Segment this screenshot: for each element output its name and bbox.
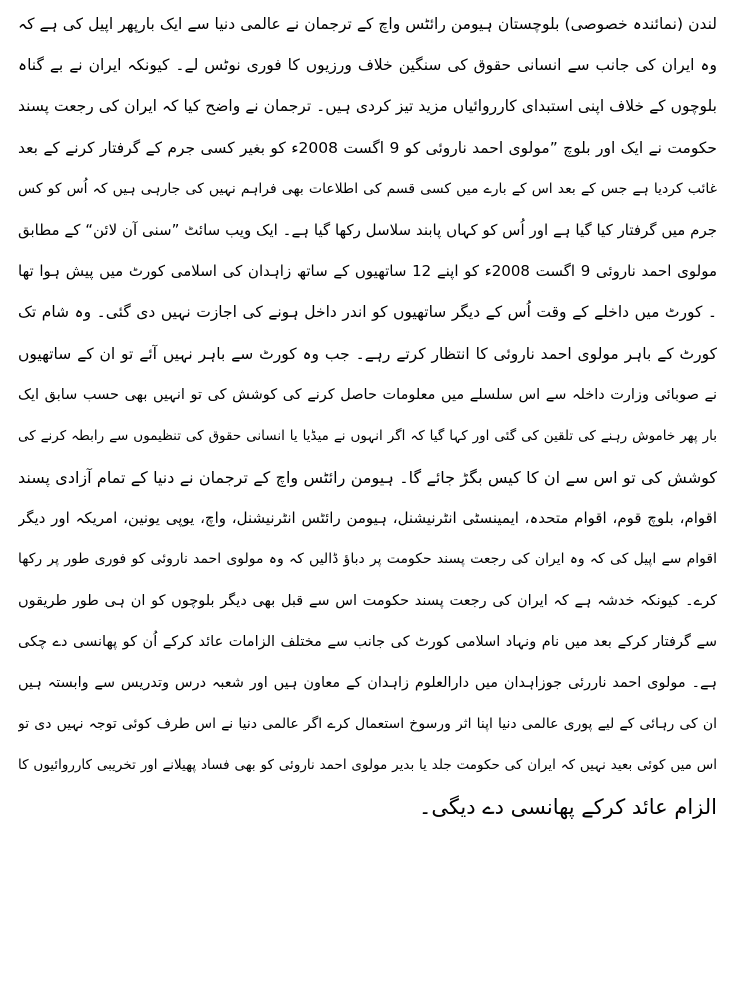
article-line: اقوام، بلوچ قوم، اقوام متحدہ، ایمینسٹی انٹرنیشنل، ہیومن رائٹس انٹرنیشنل، واچ، یوپی یونین، امریکہ اور دیگر: [18, 509, 717, 528]
article-line: ان کی رہائی کے لیے پوری عالمی دنیا اپنا اثر ورسوخ استعمال کرے اگر عالمی دنیا نے اس طرف کوئی توجہ نہیں دی تو: [18, 716, 717, 733]
article-line: اس میں کوئی بعید نہیں کہ ایران کی حکومت جلد یا بدیر مولوی احمد ناروئی کو بھی فساد پھیلانے اور تخریبی کارروائیوں کا: [18, 757, 717, 774]
article-line: کرے۔ کیونکہ خدشہ ہے کہ ایران کی رجعت پسند حکومت اس سے قبل بھی دیگر بلوچوں کو ان ہی طور طریقوں: [18, 592, 717, 609]
article-line: مولوی احمد ناروئی 9 اگست 2008ء کو اپنے 12 ساتھیوں کے ساتھ زاہدان کی اسلامی کورٹ میں پیش ہوا تھا: [18, 262, 717, 281]
article-line: بلوچوں کے خلاف اپنی استبدای کارروائیاں مزید تیز کردی ہیں۔ ترجمان نے واضح کیا کہ ایران کی رجعت پسند: [18, 97, 717, 116]
article-line: نے صوبائی وزارت داخلہ سے اس سلسلے میں معلومات حاصل کرنے کی کوشش کی تو انہیں بھی حسب سابق ایک: [18, 386, 717, 403]
article-line: لندن (نمائندہ خصوصی) بلوچستان ہیومن رائٹس واچ کے ترجمان نے عالمی دنیا سے ایک بارپھر اپیل کی ہے کہ: [18, 15, 717, 33]
article-line: وہ ایران کی جانب سے انسانی حقوق کی سنگین خلاف ورزیوں کا فوری نوٹس لے۔ کیونکہ ایران نے بے گناہ: [18, 56, 717, 75]
article-line: کوشش کی تو اس سے ان کا کیس بگڑ جائے گا۔ ہیومن رائٹس واچ کے ترجمان نے دنیا کے تمام آزادی پسند: [18, 468, 717, 488]
article-line: بار پھر خاموش رہنے کی تلقین کی گئی اور کہا گیا کہ اگر انہوں نے میڈیا یا انسانی حقوق کی تنظیموں سے رابطہ کرنے کی: [18, 427, 717, 444]
article-line: غائب کردیا ہے جس کے بعد اس کے بارے میں کسی قسم کی اطلاعات بھی فراہم نہیں کی جارہی ہیں کہ اُس کو کس: [18, 180, 717, 197]
article-line: حکومت نے ایک اور بلوچ ”مولوی احمد ناروئی کو 9 اگست 2008ء کو بغیر کسی جرم کے گرفتار کرنے کے بعد: [18, 138, 717, 157]
article-line: اقوام سے اپیل کی کہ وہ ایران کی رجعت پسند حکومت پر دباؤ ڈالیں کہ وہ مولوی احمد ناروئی کو فوری طور پر رکھا: [18, 551, 717, 568]
article-line: ہے۔ مولوی احمد ناررئی جوزاہدان میں دارالعلوم زاہدان کے معاون ہیں اور شعبہ درس وتدریس سے وابستہ ہیں: [18, 675, 717, 691]
article-line-final: الزام عائد کرکے پھانسی دے دیگی۔: [419, 794, 717, 819]
article-line: جرم میں گرفتار کیا گیا ہے اور اُس کو کہاں پابند سلاسل رکھا گیا ہے۔ ایک ویب سائٹ ”سنی آن لائن“ کے مطابق: [18, 220, 717, 239]
urdu-news-article: [18, 4, 717, 828]
article-line: سے گرفتار کرکے بعد میں نام ونہاد اسلامی کورٹ کی جانب سے مختلف الزامات عائد کرکے اُن کو پھانسی دے چکی: [18, 633, 717, 650]
article-line: کورٹ کے باہر مولوی احمد ناروئی کا انتظار کرتے رہے۔ جب وہ کورٹ سے باہر نہیں آئے تو ان کے ساتھیوں: [18, 344, 717, 363]
article-line: ۔ کورٹ میں داخلے کے وقت اُس کے دیگر ساتھیوں کو اندر داخل ہونے کی اجازت نہیں دی گئی۔ وہ شام تک: [18, 303, 717, 322]
